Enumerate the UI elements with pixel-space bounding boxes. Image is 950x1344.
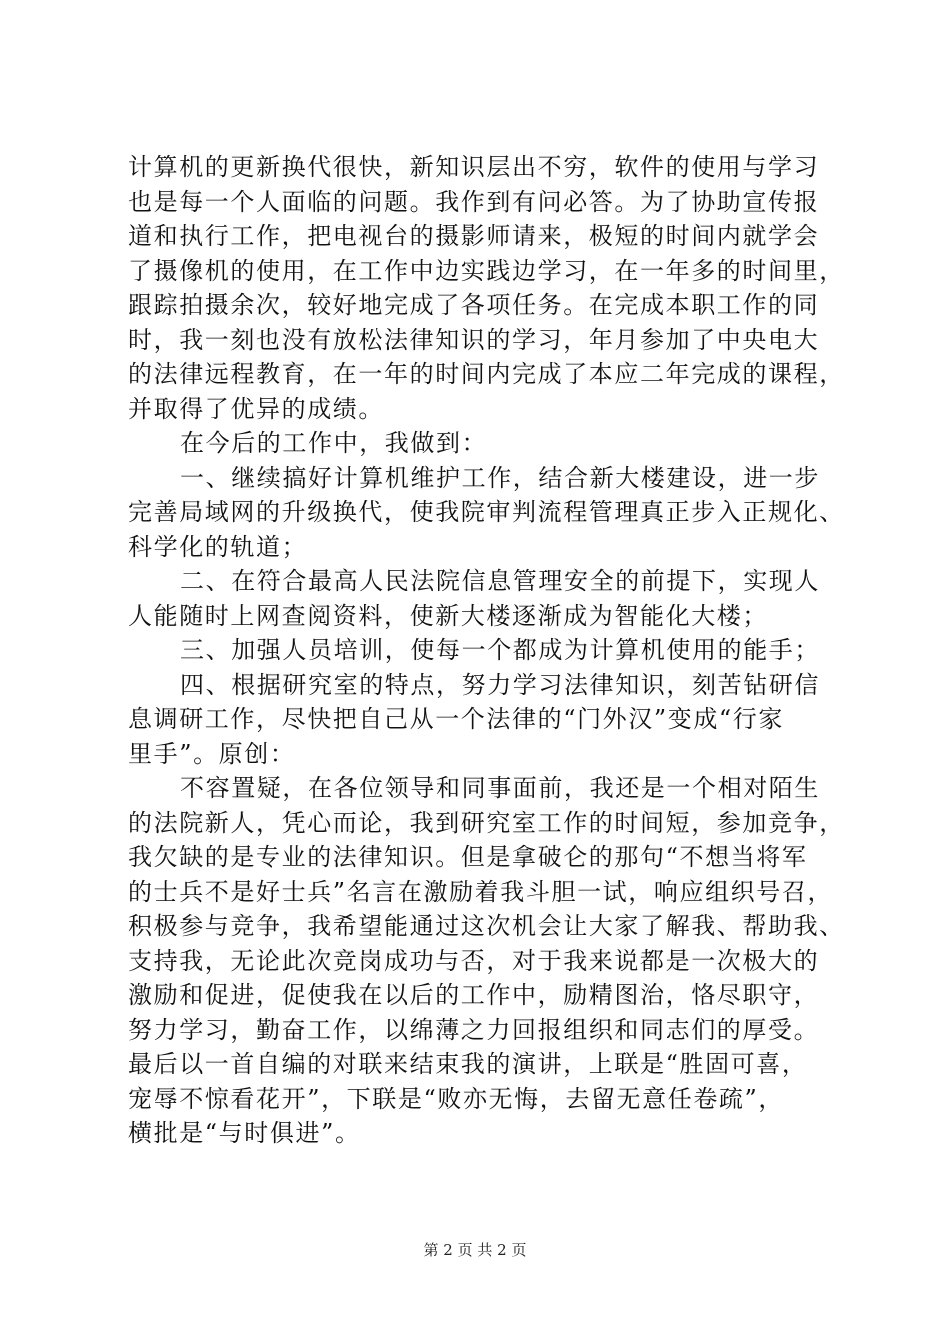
text-line: 并取得了优异的成绩。 <box>128 394 384 423</box>
paragraph-start-line: 三、加强人员培训，使每一个都成为计算机使用的能手； <box>180 636 820 664</box>
text-line: 息调研工作，尽快把自己从一个法律的“门外汉”变成“行家 <box>128 705 785 733</box>
document-body <box>128 150 845 1151</box>
text-line: 时，我一刻也没有放松法律知识的学习，年月参加了中央电大 <box>128 325 820 354</box>
text-line: 激励和促进，促使我在以后的工作中，励精图治，恪尽职守， <box>128 981 820 1009</box>
text-line: 计算机的更新换代很快，新知识层出不穷，软件的使用与学习 <box>128 153 820 181</box>
text-line: 支持我，无论此次竞岗成功与否，对于我来说都是一次极大的 <box>128 946 820 975</box>
text-line: 努力学习，勤奋工作，以绵薄之力回报组织和同志们的厚受。 <box>128 1015 820 1044</box>
paragraph-start-line: 四、根据研究室的特点，努力学习法律知识，刻苦钻研信 <box>180 670 820 699</box>
text-line: 也是每一个人面临的问题。我作到有问必答。为了协助宣传报 <box>128 187 820 216</box>
text-line: 积极参与竞争，我希望能通过这次机会让大家了解我、帮助我、 <box>128 912 845 940</box>
text-line: 宠辱不惊看花开”，下联是“败亦无悔，去留无意任卷疏”， <box>128 1084 785 1113</box>
text-line: 里手”。原创： <box>128 739 296 768</box>
text-line: 完善局域网的升级换代，使我院审判流程管理真正步入正规化、 <box>128 498 845 526</box>
text-line: 跟踪拍摄余次，较好地完成了各项任务。在完成本职工作的同 <box>128 291 820 319</box>
text-line: 的法律远程教育，在一年的时间内完成了本应二年完成的课程， <box>128 360 845 388</box>
text-line: 的士兵不是好士兵”名言在激励着我斗胆一试，响应组织号召， <box>128 877 834 906</box>
text-line: 科学化的轨道； <box>128 532 308 561</box>
paragraph-start-line: 不容置疑，在各位领导和同事面前，我还是一个相对陌生 <box>180 774 820 802</box>
text-line: 人能随时上网查阅资料，使新大楼逐渐成为智能化大楼； <box>128 601 768 630</box>
paragraph-start-line: 在今后的工作中，我做到： <box>180 429 488 457</box>
paragraph-start-line: 二、在符合最高人民法院信息管理安全的前提下，实现人 <box>180 567 820 595</box>
text-line: 道和执行工作，把电视台的摄影师请来，极短的时间内就学会 <box>128 222 820 250</box>
page-footer <box>0 1240 950 1260</box>
paragraph-start-line: 一、继续搞好计算机维护工作，结合新大楼建设，进一步 <box>180 463 820 492</box>
text-line: 最后以一首自编的对联来结束我的演讲，上联是“胜固可喜， <box>128 1050 808 1078</box>
text-line: 了摄像机的使用，在工作中边实践边学习，在一年多的时间里， <box>128 256 845 285</box>
page-number-label: 第 2 页 共 2 页 <box>423 1241 527 1259</box>
text-line: 的法院新人，凭心而论，我到研究室工作的时间短，参加竞争， <box>128 808 845 837</box>
text-line: 横批是“与时俱进”。 <box>128 1119 361 1147</box>
text-line: 我欠缺的是专业的法律知识。但是拿破仑的那句“不想当将军 <box>128 843 808 871</box>
